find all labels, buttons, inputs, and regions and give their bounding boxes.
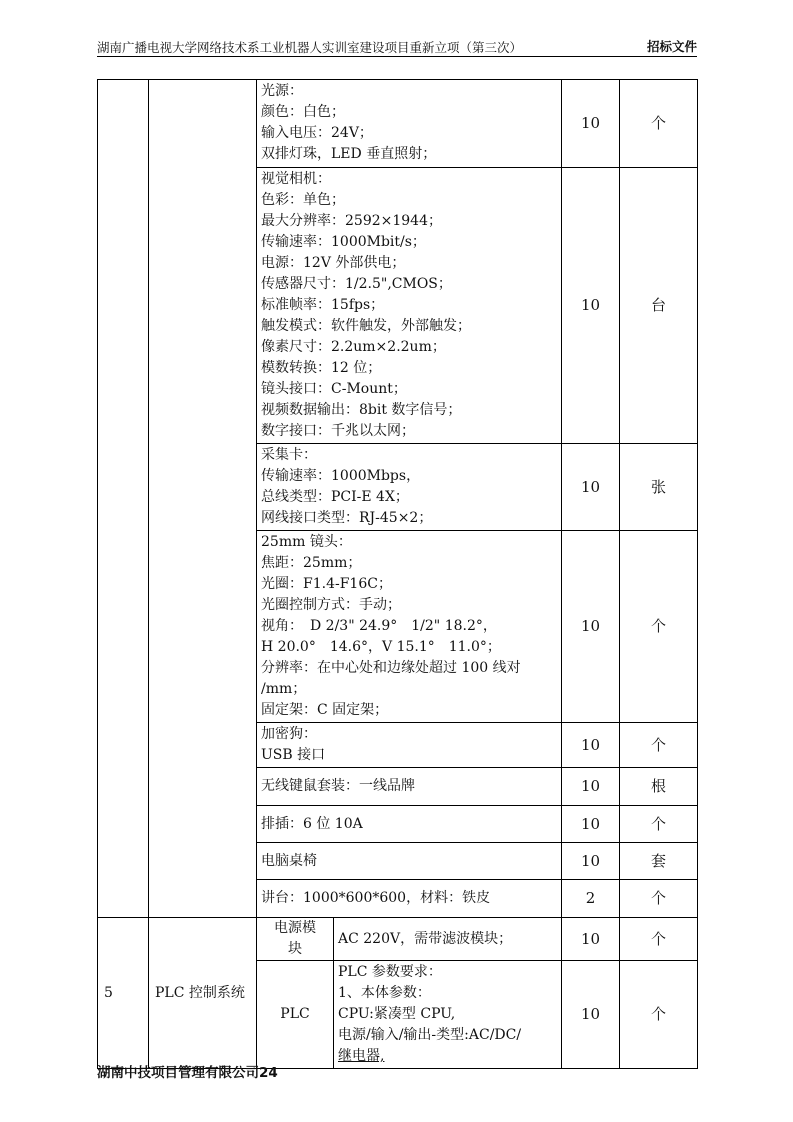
spec-cell: 视觉相机： 色彩：单色； 最大分辨率：2592×1944； 传输速率：1000Mbit/s； 电源：12V 外部供电； 传感器尺寸：1/2.5",CMOS； 标准帧率：15fps； 触发模式：软件触发，外部触发； 像素尺寸：2.2um×2.2um； 模数转换：12 位； 镜头接口：C-Mount； 视频数据输出：8bit 数字信号； 数字接口：千兆以太网； [257, 168, 562, 444]
unit-cell: 套 [620, 843, 698, 880]
unit-cell: 个 [620, 531, 698, 723]
unit-cell: 张 [620, 444, 698, 531]
table-row [98, 80, 698, 168]
quantity-cell: 10 [562, 961, 620, 1069]
quantity-cell: 10 [562, 168, 620, 444]
quantity-cell: 10 [562, 80, 620, 168]
spec-cell: PLC 参数要求： 1、本体参数： CPU:紧凑型 CPU, 电源/输入/输出-类型:AC/DC/ 继电器, [334, 961, 562, 1069]
quantity-cell: 10 [562, 806, 620, 843]
page-footer: 湖南中技项目管理有限公司24 [97, 1065, 278, 1081]
spec-cell: 加密狗： USB 接口 [257, 723, 562, 768]
spec-cell: 讲台：1000*600*600，材料：铁皮 [257, 880, 562, 918]
spec-cell: 电脑桌椅 [257, 843, 562, 880]
quantity-cell: 10 [562, 918, 620, 961]
page-header [97, 36, 697, 56]
header-rule [97, 56, 697, 57]
item-name-cell: PLC 控制系统 [149, 918, 257, 1069]
spec-cell: 无线键鼠套装：一线品牌 [257, 768, 562, 806]
unit-cell: 个 [620, 880, 698, 918]
quantity-cell: 10 [562, 444, 620, 531]
document-type: 招标文件 [646, 39, 697, 54]
spec-cell: 排插：6 位 10A [257, 806, 562, 843]
item-number-cell: 5 [98, 918, 149, 1069]
unit-cell: 个 [620, 80, 698, 168]
sub-item-name-cell: PLC [257, 961, 334, 1069]
unit-cell: 台 [620, 168, 698, 444]
unit-cell: 根 [620, 768, 698, 806]
spec-cell: 25mm 镜头： 焦距：25mm； 光圈：F1.4-F16C； 光圈控制方式：手动； 视角： D 2/3" 24.9° 1/2" 18.2°， H 20.0° 14.6°，V 15.1° 11.0°； 分辨率：在中心处和边缘处超过 100 线对 /mm； 固定架：C 固定架； [257, 531, 562, 723]
spec-cell: 光源： 颜色：白色； 输入电压：24V； 双排灯珠，LED 垂直照射； [257, 80, 562, 168]
quantity-cell: 10 [562, 531, 620, 723]
quantity-cell: 10 [562, 723, 620, 768]
unit-cell: 个 [620, 723, 698, 768]
unit-cell: 个 [620, 918, 698, 961]
document-title: 湖南广播电视大学网络技术系工业机器人实训室建设项目重新立项（第三次） [97, 40, 523, 55]
quantity-cell: 10 [562, 768, 620, 806]
sub-item-name-cell: 电源模 块 [257, 918, 334, 961]
quantity-cell: 2 [562, 880, 620, 918]
unit-cell: 个 [620, 961, 698, 1069]
item-name-cell [149, 80, 257, 918]
table-row [98, 918, 698, 961]
item-number-cell [98, 80, 149, 918]
unit-cell: 个 [620, 806, 698, 843]
spec-cell: 采集卡： 传输速率：1000Mbps， 总线类型：PCI-E 4X； 网线接口类型：RJ-45×2； [257, 444, 562, 531]
spec-cell: AC 220V，需带滤波模块； [334, 918, 562, 961]
spec-table [97, 79, 698, 1069]
quantity-cell: 10 [562, 843, 620, 880]
